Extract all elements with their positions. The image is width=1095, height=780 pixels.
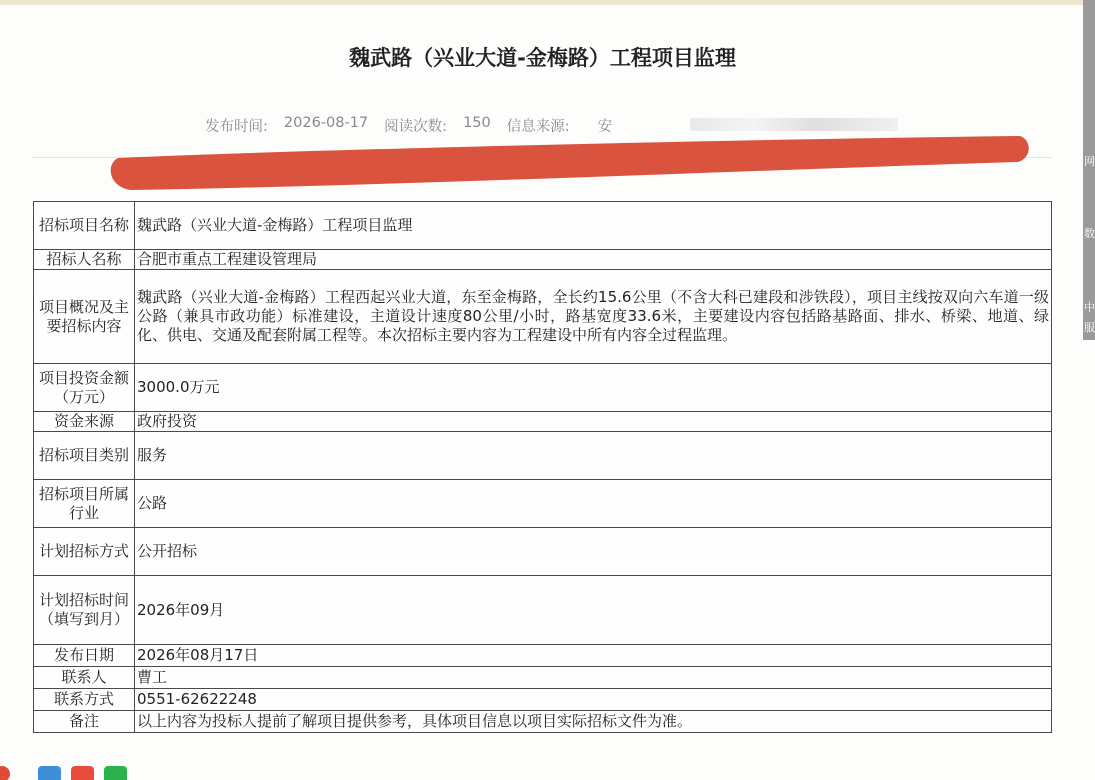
table-row — [34, 711, 1052, 733]
field-value: 3000.0万元 — [135, 364, 1052, 412]
source-value: 安 — [597, 119, 613, 135]
right-side-panel[interactable] — [1083, 0, 1095, 340]
table-row — [34, 528, 1052, 576]
side-char-2[interactable]: 数 — [1084, 227, 1095, 240]
read-count-label: 阅读次数: — [384, 119, 448, 135]
blurred-source — [690, 118, 898, 131]
field-value: 合肥市重点工程建设管理局 — [135, 250, 1052, 270]
table-row — [34, 480, 1052, 528]
favorite-icon[interactable] — [38, 766, 61, 780]
field-label: 发布日期 — [34, 645, 135, 667]
article-meta — [205, 115, 612, 135]
field-label: 招标项目类别 — [34, 432, 135, 480]
field-label: 资金来源 — [34, 412, 135, 432]
table-row — [34, 412, 1052, 432]
floating-badge[interactable] — [0, 766, 10, 780]
field-value: 魏武路（兴业大道-金梅路）工程西起兴业大道，东至金梅路，全长约15.6公里（不含大科已建段和涉铁段），项目主线按双向六车道一级公路（兼具市政功能）标准建设，主道设计速度80公里/小时，路基宽度33.6米，主要建设内容包括路基路面、排水、桥梁、地道、绿化、供电、交通及配套附属工程等。本次招标主要内容为工程建设中所有内容全过程监理。 — [135, 270, 1052, 364]
field-label: 项目投资金额（万元） — [34, 364, 135, 412]
field-label: 招标项目所属行业 — [34, 480, 135, 528]
table-row — [34, 432, 1052, 480]
field-label: 项目概况及主要招标内容 — [34, 270, 135, 364]
table-row — [34, 202, 1052, 250]
table-row — [34, 645, 1052, 667]
field-value: 公开招标 — [135, 528, 1052, 576]
read-count-value: 150 — [463, 115, 491, 131]
field-value: 魏武路（兴业大道-金梅路）工程项目监理 — [135, 202, 1052, 250]
field-label: 联系方式 — [34, 689, 135, 711]
share-bar — [38, 766, 127, 780]
field-label: 招标人名称 — [34, 250, 135, 270]
publish-time-value: 2026-08-17 — [283, 115, 369, 131]
table-row — [34, 270, 1052, 364]
table-row — [34, 667, 1052, 689]
field-value: 曹工 — [135, 667, 1052, 689]
weibo-share-icon[interactable] — [71, 766, 94, 780]
field-value: 政府投资 — [135, 412, 1052, 432]
side-char-1[interactable]: 网 — [1084, 155, 1095, 168]
table-row — [34, 689, 1052, 711]
table-row — [34, 576, 1052, 645]
wechat-share-icon[interactable] — [104, 766, 127, 780]
field-value: 2026年09月 — [135, 576, 1052, 645]
field-value: 2026年08月17日 — [135, 645, 1052, 667]
publish-time-label: 发布时间: — [205, 119, 268, 135]
field-value: 服务 — [135, 432, 1052, 480]
divider — [32, 157, 1052, 158]
field-label: 招标项目名称 — [34, 202, 135, 250]
side-char-3[interactable]: 中 — [1084, 301, 1095, 314]
table-row — [34, 250, 1052, 270]
field-label: 备注 — [34, 711, 135, 733]
redaction-scribble — [0, 0, 1095, 200]
field-value: 以上内容为投标人提前了解项目提供参考，具体项目信息以项目实际招标文件为准。 — [135, 711, 1052, 733]
source-label: 信息来源: — [506, 119, 570, 135]
field-value: 0551-62622248 — [135, 689, 1052, 711]
top-strip — [0, 0, 1095, 5]
field-label: 计划招标时间（填写到月） — [34, 576, 135, 645]
field-label: 联系人 — [34, 667, 135, 689]
table-row — [34, 364, 1052, 412]
project-info-table — [33, 201, 1052, 733]
field-label: 计划招标方式 — [34, 528, 135, 576]
field-value: 公路 — [135, 480, 1052, 528]
side-char-4[interactable]: 服 — [1084, 321, 1095, 334]
page-title: 魏武路（兴业大道-金梅路）工程项目监理 — [349, 46, 736, 70]
